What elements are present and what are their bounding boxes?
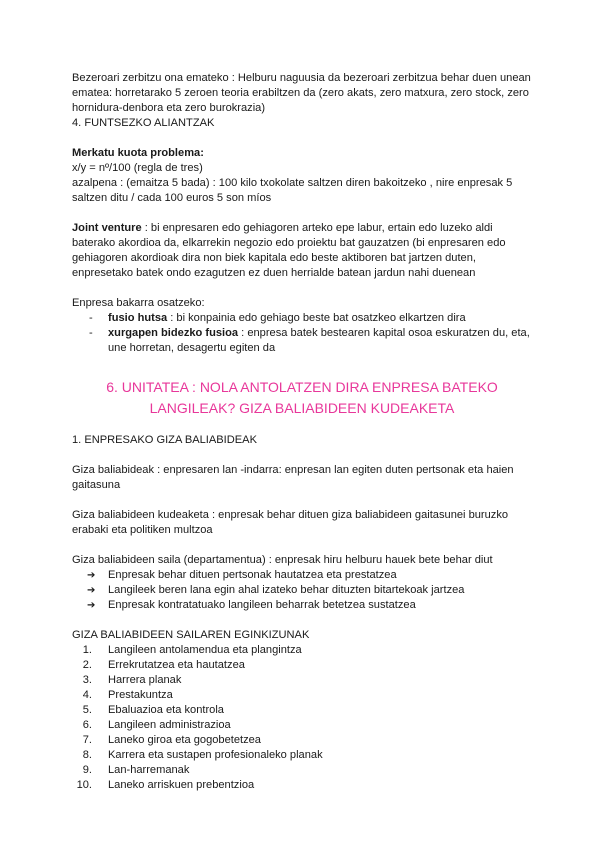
single-company-intro: Enpresa bakarra osatzeko: bbox=[72, 297, 205, 309]
arrow-icon: ➔ bbox=[87, 600, 96, 611]
list-item: 2. Errekrutatzea eta hautatzea bbox=[82, 659, 245, 671]
hr-tasks-heading: GIZA BALIABIDEEN SAILAREN EGINKIZUNAK bbox=[72, 629, 310, 641]
merger-text: : enpresa batek bestearen kapital osoa eskuratzen du, eta, une horretan, desagertu egiten da bbox=[108, 327, 530, 354]
list-item: ➔ Enpresak behar dituen pertsonak hautatzea eta prestatzea bbox=[87, 569, 397, 581]
intro-text: : Helburu naguusia da bezeroari zerbitzua behar duen unean ematea: horretarako 5 zeroen teoria erabiltzen da (zero akats, zero matxura, zero stock, zero hornidura-denbora eta zero burokrazia) bbox=[72, 72, 531, 114]
market-share-formula: x/y = nº/100 (regla de tres) bbox=[72, 162, 203, 174]
market-share-explanation: azalpena : (emaitza 5 bada) : 100 kilo txokolate saltzen diren bakoitzeko , nire enpresak 5 saltzen ditu / cada 100 euros 5 son míos bbox=[72, 177, 513, 204]
merger-term: fusio hutsa bbox=[108, 312, 168, 324]
list-item: ➔ Langileek beren lana egin ahal izateko behar dituzten bitartekoak jartzea bbox=[87, 584, 465, 596]
document-content bbox=[72, 71, 532, 793]
list-item: 8. Karrera eta sustapen profesionaleko planak bbox=[82, 749, 323, 761]
list-item: 6. Langileen administrazioa bbox=[82, 719, 231, 731]
dash-bullet: - bbox=[89, 327, 93, 339]
intro-paragraph bbox=[72, 71, 532, 116]
list-item bbox=[72, 311, 532, 326]
list-item: 10. Laneko arriskuen prebentzioa bbox=[76, 779, 255, 791]
definition-hr-management: Giza baliabideen kudeaketa : enpresak behar dituen giza baliabideen gaitasunei buruzko erabaki eta politiken multzoa bbox=[72, 509, 509, 536]
list-item: 5. Ebaluazioa eta kontrola bbox=[82, 704, 224, 716]
arrow-icon: ➔ bbox=[87, 570, 96, 581]
joint-venture-term: Joint venture bbox=[72, 222, 142, 234]
market-share-title: Merkatu kuota problema: bbox=[72, 147, 204, 159]
merger-text: : bi konpainia edo gehiago beste bat osatzkeo elkartzen dira bbox=[167, 312, 466, 324]
unit-title: 6. UNITATEA : NOLA ANTOLATZEN DIRA ENPRESA BATEKO LANGILEAK? GIZA BALIABIDEEN KUDEAKETA bbox=[106, 379, 498, 416]
hr-department-intro: Giza baliabideen saila (departamentua) : enpresak hiru helburu hauek bete behar diut bbox=[72, 554, 493, 566]
section-1-heading: 1. ENPRESAKO GIZA BALIABIDEAK bbox=[72, 434, 257, 446]
list-item: 1. Langileen antolamendua eta plangintza bbox=[82, 644, 302, 656]
dash-bullet: - bbox=[89, 312, 93, 324]
intro-term: Bezeroari zerbitzu ona emateko bbox=[72, 72, 229, 84]
list-item: 9. Lan-harremanak bbox=[82, 764, 190, 776]
list-item: 7. Laneko giroa eta gogobetetzea bbox=[82, 734, 261, 746]
joint-venture-paragraph bbox=[72, 221, 532, 281]
merger-list bbox=[72, 311, 532, 356]
list-item bbox=[72, 326, 532, 356]
hr-tasks-list bbox=[72, 643, 532, 793]
list-item: ➔ Enpresak kontratatuako langileen beharrak betetzea sustatzea bbox=[87, 599, 416, 611]
list-item: 4. Prestakuntza bbox=[82, 689, 173, 701]
arrow-icon: ➔ bbox=[87, 585, 96, 596]
list-item: 3. Harrera planak bbox=[82, 674, 182, 686]
section-4-heading: 4. FUNTSEZKO ALIANTZAK bbox=[72, 117, 215, 129]
definition-human-resources: Giza baliabideak : enpresaren lan -indarra: enpresan lan egiten duten pertsonak eta haien gaitasuna bbox=[72, 464, 514, 491]
joint-venture-text: : bi enpresaren edo gehiagoren arteko epe labur, ertain edo luzeko aldi baterako akordioa da, elkarrekin negozio edo proiektu bat gauzatzen (bi enpresaren edo gehiagoren akordioak dira non biek kapitala edo beste aktiboren bat jartzen duten, enpresetako batek ondo ezagutzen ez duen herrialde batean jardun nahi duenean bbox=[72, 222, 506, 279]
hr-goals-list bbox=[72, 568, 532, 613]
merger-term: xurgapen bidezko fusioa bbox=[108, 327, 239, 339]
